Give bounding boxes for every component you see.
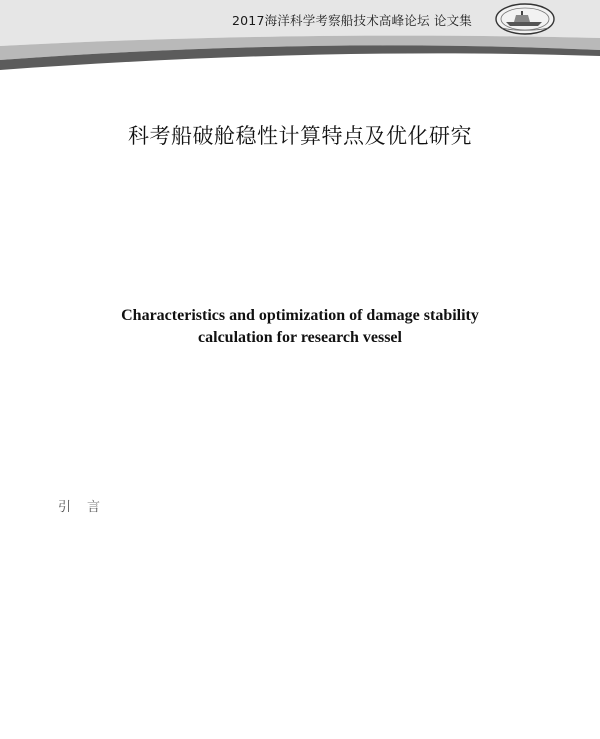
running-header-title: 2017海洋科学考察船技术高峰论坛 论文集: [232, 13, 472, 28]
conference-ship-emblem-icon: [494, 2, 556, 36]
paper-title-chinese: 科考船破舱稳性计算特点及优化研究: [128, 124, 472, 148]
introduction-heading: 引言: [58, 500, 117, 515]
paper-title-english-line1: Characteristics and optimization of damage stability: [121, 307, 479, 324]
paper-title-english: [0, 305, 600, 349]
paper-title-english-line2: calculation for research vessel: [198, 329, 402, 346]
